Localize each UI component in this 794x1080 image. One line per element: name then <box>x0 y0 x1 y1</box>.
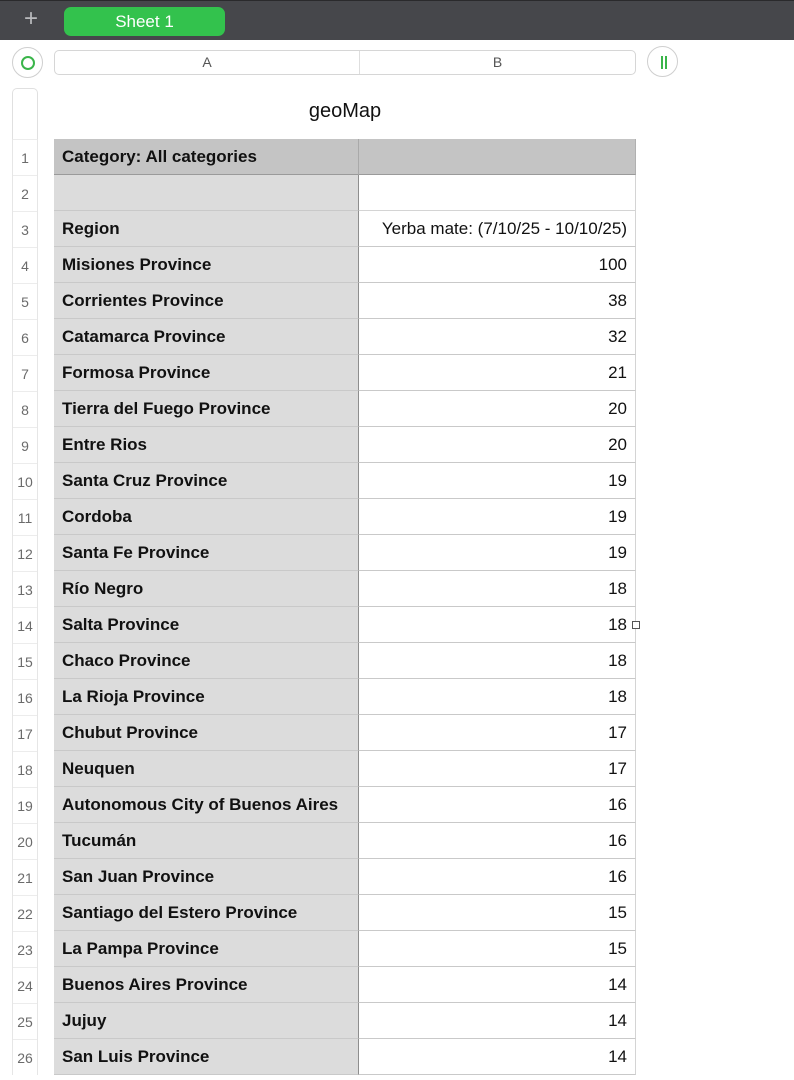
value-cell[interactable]: 17 <box>359 715 636 751</box>
pause-bars-icon <box>661 56 663 69</box>
row-header[interactable]: 21 <box>13 859 37 895</box>
add-sheet-button[interactable] <box>18 7 44 33</box>
table-row <box>54 247 636 283</box>
cell-a3[interactable]: Region <box>54 211 359 247</box>
sheet-tab-bar <box>0 0 794 40</box>
value-cell[interactable]: 16 <box>359 787 636 823</box>
region-cell[interactable]: Buenos Aires Province <box>54 967 359 1003</box>
value-cell[interactable]: 14 <box>359 967 636 1003</box>
region-cell[interactable]: Catamarca Province <box>54 319 359 355</box>
table-row <box>54 211 636 247</box>
region-cell[interactable]: Santa Cruz Province <box>54 463 359 499</box>
table-row <box>54 319 636 355</box>
row-header[interactable]: 5 <box>13 283 37 319</box>
row-header[interactable]: 4 <box>13 247 37 283</box>
region-cell[interactable]: Misiones Province <box>54 247 359 283</box>
table-row <box>54 283 636 319</box>
row-header[interactable]: 20 <box>13 823 37 859</box>
row-header[interactable]: 8 <box>13 391 37 427</box>
region-cell[interactable]: Santa Fe Province <box>54 535 359 571</box>
cell-b2[interactable] <box>359 175 636 211</box>
column-header-a[interactable]: A <box>55 51 360 74</box>
row-header[interactable]: 7 <box>13 355 37 391</box>
row-header[interactable]: 23 <box>13 931 37 967</box>
plus-icon: + <box>23 5 38 32</box>
table-row <box>54 823 636 859</box>
row-header[interactable]: 17 <box>13 715 37 751</box>
row-header[interactable]: 2 <box>13 175 37 211</box>
region-cell[interactable]: San Luis Province <box>54 1039 359 1075</box>
row-header[interactable]: 26 <box>13 1039 37 1075</box>
table-row <box>54 643 636 679</box>
region-cell[interactable]: Cordoba <box>54 499 359 535</box>
row-header[interactable]: 15 <box>13 643 37 679</box>
table-row <box>54 571 636 607</box>
row-header[interactable]: 10 <box>13 463 37 499</box>
region-cell[interactable]: Chaco Province <box>54 643 359 679</box>
circle-icon <box>21 56 35 70</box>
value-cell[interactable]: 100 <box>359 247 636 283</box>
region-cell[interactable]: Santiago del Estero Province <box>54 895 359 931</box>
region-cell[interactable]: Corrientes Province <box>54 283 359 319</box>
region-cell[interactable]: San Juan Province <box>54 859 359 895</box>
row-header[interactable]: 22 <box>13 895 37 931</box>
data-table <box>54 139 636 1075</box>
value-cell[interactable]: 20 <box>359 427 636 463</box>
value-cell[interactable]: 18 <box>359 679 636 715</box>
value-cell[interactable]: 18 <box>359 643 636 679</box>
table-row <box>54 175 636 211</box>
region-cell[interactable]: Salta Province <box>54 607 359 643</box>
column-header-bar <box>54 50 636 75</box>
region-cell[interactable]: Tierra del Fuego Province <box>54 391 359 427</box>
cell-b1[interactable] <box>359 139 636 175</box>
table-row <box>54 787 636 823</box>
value-cell[interactable]: 16 <box>359 859 636 895</box>
table-row <box>54 895 636 931</box>
table-row <box>54 463 636 499</box>
region-cell[interactable]: Jujuy <box>54 1003 359 1039</box>
tab-sheet-1[interactable]: Sheet 1 <box>64 7 225 36</box>
value-cell[interactable]: 19 <box>359 535 636 571</box>
row-header[interactable]: 19 <box>13 787 37 823</box>
region-cell[interactable]: La Pampa Province <box>54 931 359 967</box>
row-header[interactable]: 9 <box>13 427 37 463</box>
value-cell[interactable]: 21 <box>359 355 636 391</box>
cell-a1[interactable]: Category: All categories <box>54 139 359 175</box>
table-row <box>54 931 636 967</box>
table-row <box>54 139 636 175</box>
table-title[interactable]: geoMap <box>308 100 382 122</box>
table-row <box>54 391 636 427</box>
value-cell[interactable]: 19 <box>359 463 636 499</box>
table-row <box>54 1039 636 1075</box>
cell-a2[interactable] <box>54 175 359 211</box>
row-header[interactable]: 12 <box>13 535 37 571</box>
select-table-button[interactable] <box>12 47 43 78</box>
region-cell[interactable]: Formosa Province <box>54 355 359 391</box>
table-row <box>54 427 636 463</box>
row-header-column <box>12 139 38 1075</box>
value-cell[interactable]: 38 <box>359 283 636 319</box>
value-cell[interactable]: 20 <box>359 391 636 427</box>
table-row <box>54 715 636 751</box>
region-cell[interactable]: Chubut Province <box>54 715 359 751</box>
table-row <box>54 859 636 895</box>
value-cell[interactable]: 32 <box>359 319 636 355</box>
value-cell[interactable]: 19 <box>359 499 636 535</box>
row-header[interactable]: 1 <box>13 139 37 175</box>
value-cell[interactable]: 14 <box>359 1039 636 1075</box>
table-row <box>54 751 636 787</box>
cell-resize-handle[interactable] <box>632 621 640 629</box>
region-cell[interactable]: La Rioja Province <box>54 679 359 715</box>
table-row <box>54 679 636 715</box>
row-header[interactable]: 3 <box>13 211 37 247</box>
row-header[interactable]: 16 <box>13 679 37 715</box>
region-cell[interactable]: Autonomous City of Buenos Aires <box>54 787 359 823</box>
region-cell[interactable]: Río Negro <box>54 571 359 607</box>
value-cell[interactable]: 17 <box>359 751 636 787</box>
value-cell[interactable]: 14 <box>359 1003 636 1039</box>
row-header[interactable]: 11 <box>13 499 37 535</box>
row-header[interactable]: 18 <box>13 751 37 787</box>
row-header[interactable]: 25 <box>13 1003 37 1039</box>
table-row <box>54 607 636 643</box>
region-cell[interactable]: Tucumán <box>54 823 359 859</box>
row-header[interactable]: 24 <box>13 967 37 1003</box>
row-header-top <box>12 88 38 139</box>
value-cell[interactable]: 18 <box>359 607 636 643</box>
table-row <box>54 967 636 1003</box>
cell-b3[interactable]: Yerba mate: (7/10/25 - 10/10/25) <box>359 211 636 247</box>
value-cell[interactable]: 16 <box>359 823 636 859</box>
table-row <box>54 1003 636 1039</box>
region-cell[interactable]: Entre Rios <box>54 427 359 463</box>
value-cell[interactable]: 18 <box>359 571 636 607</box>
row-header[interactable]: 13 <box>13 571 37 607</box>
table-row <box>54 499 636 535</box>
row-header[interactable]: 6 <box>13 319 37 355</box>
add-column-handle[interactable] <box>647 46 678 77</box>
column-header-b[interactable]: B <box>492 54 503 70</box>
row-header[interactable]: 14 <box>13 607 37 643</box>
value-cell[interactable]: 15 <box>359 895 636 931</box>
value-cell[interactable]: 15 <box>359 931 636 967</box>
region-cell[interactable]: Neuquen <box>54 751 359 787</box>
table-row <box>54 355 636 391</box>
table-row <box>54 535 636 571</box>
